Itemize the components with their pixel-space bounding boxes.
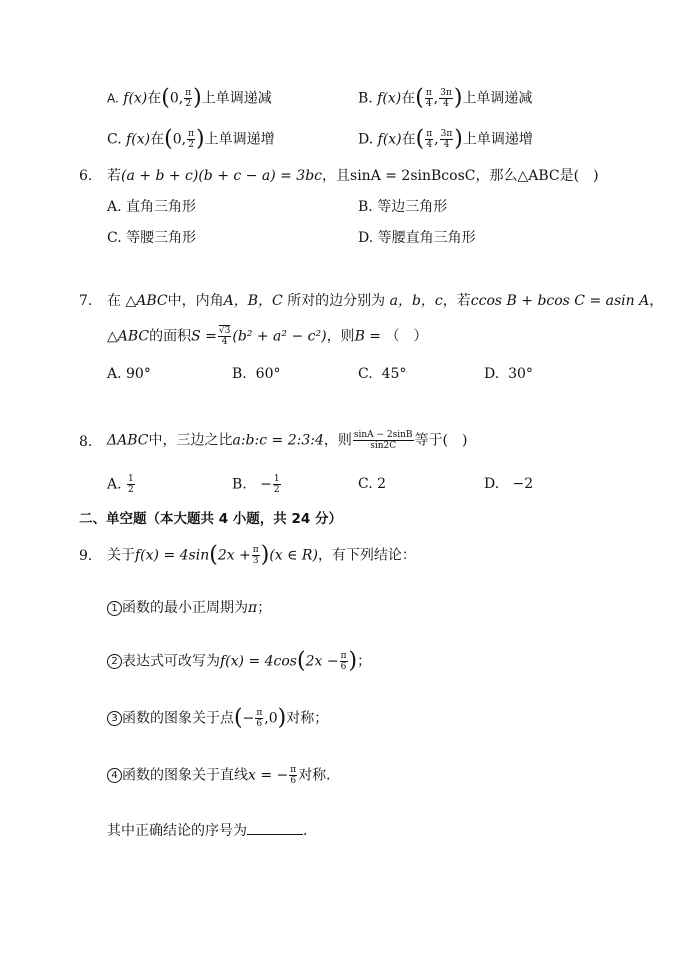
option-label: A. xyxy=(107,199,122,215)
fraction xyxy=(184,88,192,109)
option-text: 上单调递增 xyxy=(204,131,275,148)
frac-den: 2 xyxy=(188,140,194,150)
open-paren: ( xyxy=(161,85,170,111)
value: π xyxy=(248,600,258,616)
q9-answer xyxy=(107,820,317,841)
frac-num: π xyxy=(188,129,195,139)
side-vars: a，b，c xyxy=(389,293,443,309)
answer-blank[interactable] xyxy=(247,820,303,835)
text: 若 xyxy=(107,168,121,184)
open-paren: ( xyxy=(415,126,425,152)
q9-conclusion-1 xyxy=(107,598,271,618)
frac-num: 1 xyxy=(273,474,280,484)
text: 的面积 xyxy=(149,328,192,345)
close-paren: ) xyxy=(348,648,358,674)
function-expr: f(x) = 4cos xyxy=(220,653,297,670)
frac-den: 3 xyxy=(252,556,259,566)
frac-den: 4 xyxy=(425,99,432,109)
option-label: C. xyxy=(107,230,122,246)
close-paren: ) xyxy=(260,542,270,568)
option-label: D. xyxy=(358,131,374,148)
q9-stem xyxy=(107,542,416,568)
circled-number: 1 xyxy=(107,601,122,616)
fraction xyxy=(187,129,195,150)
close-paren: ) xyxy=(454,126,463,152)
option-text: 等腰直角三角形 xyxy=(377,230,476,246)
text: ，若 xyxy=(442,293,471,309)
open-paren: ( xyxy=(209,542,218,568)
text: 中，三边之比 xyxy=(148,432,233,449)
text: ，则 xyxy=(323,432,352,449)
frac-den: 6 xyxy=(290,776,297,786)
option-label: B. xyxy=(232,366,247,382)
triangle-symbol: △ABC xyxy=(125,293,168,309)
option-text: 45° xyxy=(381,366,407,382)
frac-den: 6 xyxy=(340,662,347,672)
fraction xyxy=(340,651,348,672)
open-paren: ( xyxy=(164,126,173,152)
text: ， xyxy=(649,293,664,309)
text: 等于( ) xyxy=(414,432,468,449)
text: 对称； xyxy=(286,710,329,727)
text: 函数的最小正周期为 xyxy=(122,600,248,616)
option-text: 30° xyxy=(508,366,533,382)
fraction xyxy=(127,474,135,495)
triangle-symbol: ΔABC xyxy=(107,432,149,449)
frac-den: 2 xyxy=(128,485,134,495)
sign: − xyxy=(260,476,272,493)
text: ，那么 xyxy=(475,168,518,184)
fraction xyxy=(425,129,433,150)
text: ，且 xyxy=(322,168,351,184)
fraction xyxy=(425,88,433,109)
circled-number: 4 xyxy=(107,768,122,783)
option-label: D. xyxy=(484,476,500,492)
q6-option-c[interactable] xyxy=(107,228,196,248)
frac-den: 4 xyxy=(426,140,433,150)
frac-den: 2 xyxy=(273,485,280,495)
frac-num: 1 xyxy=(128,474,134,484)
text: 关于 xyxy=(107,547,135,564)
area-lhs: S = xyxy=(191,328,217,345)
option-label: B. xyxy=(358,90,373,107)
value: 0 xyxy=(268,710,278,727)
question-number: 6. xyxy=(79,168,93,184)
option-text: 上单调递减 xyxy=(201,90,272,107)
function-expr: f(x) xyxy=(123,90,148,107)
question-number: 9. xyxy=(79,548,93,564)
close-paren: ) xyxy=(193,85,202,111)
area-rhs: (b² + a² − c²) xyxy=(232,328,327,345)
fraction xyxy=(273,474,281,495)
option-text: 2 xyxy=(377,476,387,492)
q6-option-a[interactable] xyxy=(107,197,196,217)
option-text: 60° xyxy=(255,366,281,382)
line-expr: x = − xyxy=(248,767,289,784)
open-paren: ( xyxy=(297,648,306,674)
q9-conclusion-2 xyxy=(107,648,372,674)
equation: sinA = 2sinBcosC xyxy=(350,168,476,184)
fraction xyxy=(255,708,263,729)
q8-option-a[interactable] xyxy=(107,474,136,495)
q5-option-a[interactable]: A. f(x)在(0, $\frac{\pi}{2}$ )上单调递减 xyxy=(107,85,272,111)
close-paren: ) xyxy=(277,705,287,731)
option-label: A. xyxy=(107,476,122,493)
frac-num: π xyxy=(426,129,433,139)
q7-option-d[interactable] xyxy=(484,364,533,384)
frac-num: π xyxy=(256,708,263,718)
text: ，有下列结论： xyxy=(317,547,416,564)
frac-num: π xyxy=(185,88,192,98)
q7-option-a[interactable] xyxy=(107,364,151,384)
text: 所对的边分别为 xyxy=(287,293,386,309)
text: 表达式可改写为 xyxy=(122,653,220,670)
option-text: 等边三角形 xyxy=(377,199,448,215)
frac-den: 2 xyxy=(185,99,192,109)
option-text: 90° xyxy=(126,366,151,382)
text: 函数的图象关于点 xyxy=(122,710,234,727)
open-paren: ( xyxy=(415,85,424,111)
sign: − xyxy=(242,710,255,727)
option-label: C. xyxy=(358,366,373,382)
interval-start: 0 xyxy=(172,131,182,148)
option-label: D. xyxy=(358,230,374,246)
open-paren: ( xyxy=(234,705,243,731)
function-expr: f(x) xyxy=(377,90,402,107)
interval-start: 0 xyxy=(169,90,179,107)
frac-num: 3π xyxy=(440,129,453,139)
text: ． xyxy=(303,823,317,839)
inner-expr: 2x + xyxy=(217,547,251,564)
q6-option-d[interactable] xyxy=(358,228,476,248)
text: 在 xyxy=(401,131,416,148)
option-text: 上单调递减 xyxy=(462,90,533,107)
fraction xyxy=(218,326,231,347)
function-expr: f(x) xyxy=(377,131,402,148)
q9-conclusion-3: 3 函数的图象关于点(− $\frac{\pi}{6}$ ,0)对称； xyxy=(107,708,328,729)
frac-num: √3 xyxy=(218,326,231,336)
equation: (a + b + c)(b + c − a) = 3bc xyxy=(121,168,323,184)
q8-option-d[interactable] xyxy=(484,474,533,494)
q7-option-b[interactable] xyxy=(232,364,280,384)
q6-stem xyxy=(107,166,599,186)
function-expr: f(x) = 4sin xyxy=(135,547,210,564)
domain: (x ∈ R) xyxy=(269,547,318,564)
q8-option-b[interactable] xyxy=(232,474,282,495)
q8-option-c[interactable] xyxy=(358,474,386,494)
frac-den: sin2C xyxy=(370,441,397,451)
text: ，则 xyxy=(326,328,355,345)
text: ； xyxy=(357,653,372,670)
option-text: 直角三角形 xyxy=(126,199,197,215)
question-number: 8. xyxy=(79,434,93,450)
q9-conclusion-4 xyxy=(107,765,340,786)
ratio: a:b:c = 2:3:4 xyxy=(232,432,324,449)
text: ； xyxy=(257,600,272,616)
text: 在 xyxy=(150,131,165,148)
frac-num: π xyxy=(425,88,432,98)
triangle-symbol: △ABC xyxy=(517,168,560,184)
triangle-symbol: △ABC xyxy=(107,328,150,345)
q5-option-c[interactable]: C. f(x)在(0, $\frac{\pi}{2}$ )上单调递增 xyxy=(107,126,275,152)
fraction xyxy=(439,88,453,109)
function-expr: f(x) xyxy=(126,131,151,148)
q7-stem-line2 xyxy=(107,326,427,347)
option-label: A. xyxy=(107,91,119,106)
frac-den: 4 xyxy=(443,99,449,109)
q6-option-b[interactable] xyxy=(358,197,447,217)
q8-stem xyxy=(107,430,468,451)
fraction xyxy=(353,430,414,451)
text: 是( ) xyxy=(559,168,599,184)
text: （ ） xyxy=(385,328,428,345)
text: 在 xyxy=(107,293,121,309)
frac-den: 4 xyxy=(443,140,450,150)
circled-number: 3 xyxy=(107,711,122,726)
inner-expr: 2x − xyxy=(305,653,339,670)
frac-num: π xyxy=(290,765,297,775)
frac-den: 4 xyxy=(221,337,228,347)
equation: ccos B + bcos C = asin A xyxy=(470,293,650,309)
q5-option-b[interactable]: B. f(x)在( $\frac{\pi}{4}$ , $\frac{3\pi}{4}$ )上单调递减 xyxy=(358,85,533,111)
fraction xyxy=(252,545,260,566)
option-label: D. xyxy=(484,366,500,382)
text: 其中正确结论的序号为 xyxy=(107,823,247,839)
answer-var: B = xyxy=(354,328,382,345)
text: 函数的图象关于直线 xyxy=(122,767,248,784)
close-paren: ) xyxy=(196,126,205,152)
text: 在 xyxy=(147,90,162,107)
option-text: −2 xyxy=(512,476,534,492)
frac-den: 6 xyxy=(256,719,263,729)
text: 中，内角 xyxy=(167,293,224,309)
angle-vars: A，B，C xyxy=(223,293,283,309)
frac-num: 3π xyxy=(440,88,452,98)
q7-option-c[interactable] xyxy=(358,364,406,384)
option-label: B. xyxy=(232,476,247,493)
option-label: C. xyxy=(358,476,373,492)
option-text: 上单调递增 xyxy=(462,131,533,148)
option-text: 等腰三角形 xyxy=(126,230,197,246)
section-heading: 二、单空题（本大题共 4 小题，共 24 分） xyxy=(79,511,342,527)
fraction xyxy=(440,129,454,150)
close-paren: ) xyxy=(453,85,463,111)
text: 在 xyxy=(401,90,416,107)
question-number: 7. xyxy=(79,293,93,309)
fraction xyxy=(289,765,297,786)
q5-option-d[interactable]: D. f(x)在( $\frac{\pi}{4}$ , $\frac{3\pi}{4}$ )上单调递增 xyxy=(358,126,533,152)
frac-num: π xyxy=(252,545,259,555)
option-label: B. xyxy=(358,199,373,215)
frac-num: sinA − 2sinB xyxy=(353,430,413,440)
frac-num: π xyxy=(340,651,347,661)
text: 对称． xyxy=(298,767,341,784)
option-label: A. xyxy=(107,366,122,382)
q7-stem-line1 xyxy=(107,291,663,311)
option-label: C. xyxy=(107,131,122,148)
circled-number: 2 xyxy=(107,654,122,669)
